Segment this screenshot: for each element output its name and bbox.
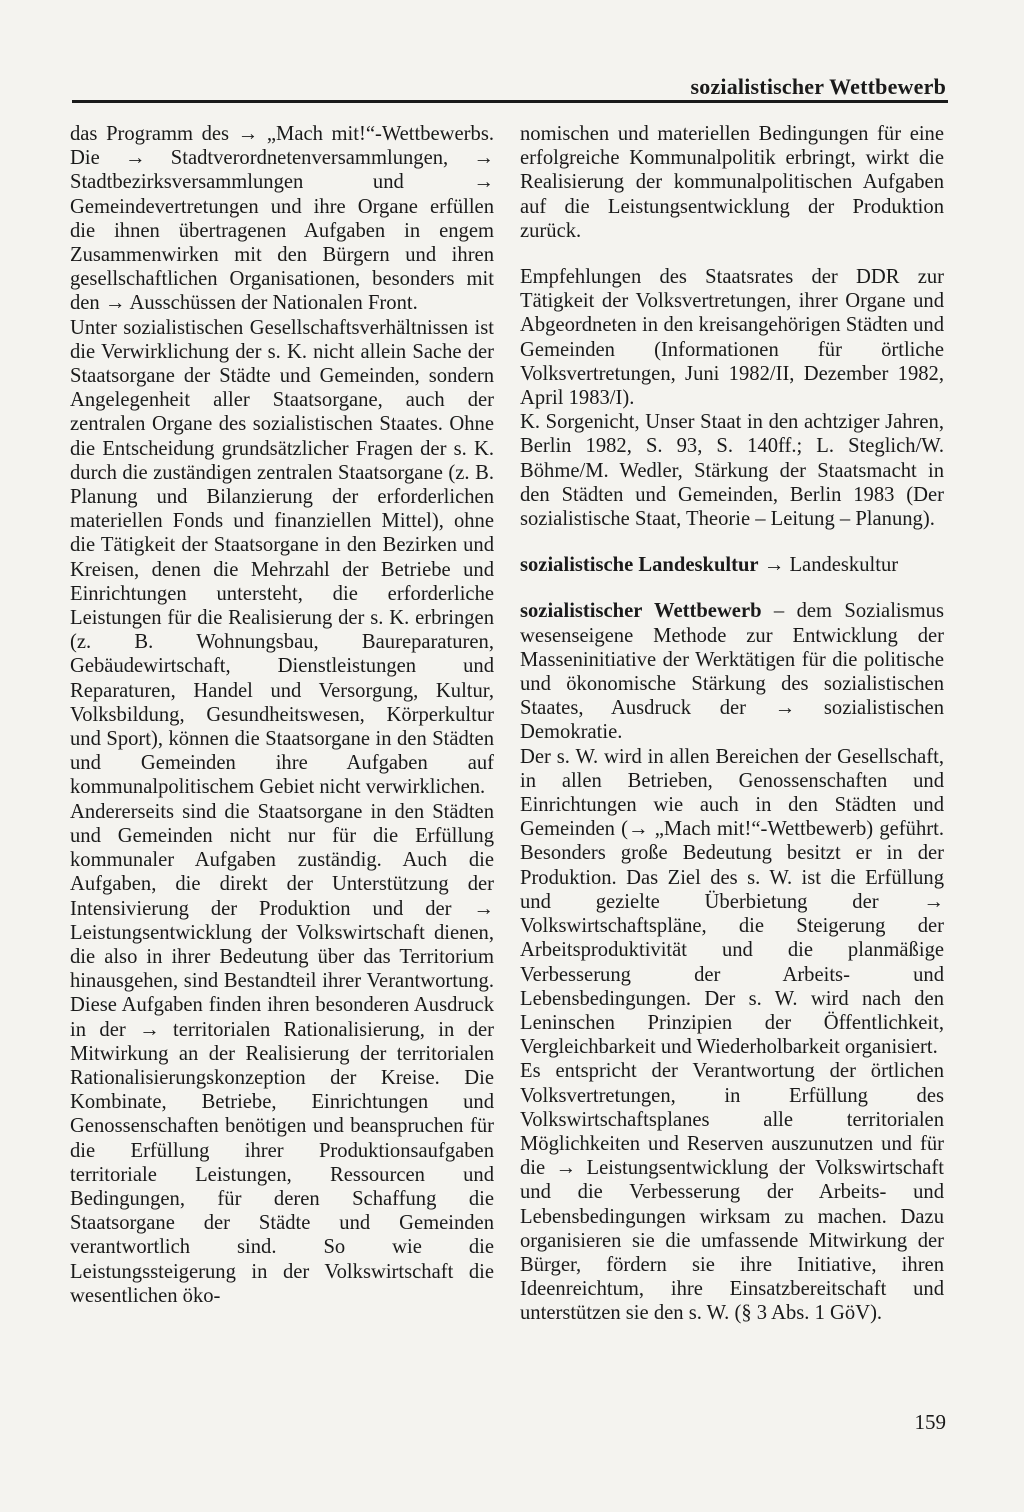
paragraph: das Programm des → „Mach mit!“-Wettbewerbs. Die → Stadtverordnetenversammlungen, → Stadtbezirksversammlungen und → Gemeindevertretungen und ihre Organe erfüllen die ihnen übertragenen Aufgaben in engem Zusammenwirken mit den Bürgern und ihren gesellschaftlichen Organisationen, besonders mit den → Ausschüssen der Nationalen Front. [70, 123, 494, 315]
reference: K. Sorgenicht, Unser Staat in den achtziger Jahren, Berlin 1982, S. 93, S. 140ff.; L. Steglich/W. Böhme/M. Wedler, Stärkung der Staatsmacht in den Städten und Gemeinden, Berlin 1983 (Der sozialistische Staat, Theorie – Leitung – Planung). [520, 411, 944, 531]
header-rule [72, 100, 948, 103]
page-number: 159 [914, 1410, 946, 1434]
entry-headword: sozialistische Landeskultur [520, 554, 759, 577]
entry-crossref: → Landeskultur [758, 554, 899, 577]
reference: Empfehlungen des Staatsrates der DDR zur Tätigkeit der Volksvertretungen, ihrer Organe und Abgeordneten in den kreisangehörigen Städten und Gemeinden (Informationen für örtliche Volksvertretungen, Juni 1982/II, Dezember 1982, April 1983/I). [520, 266, 944, 410]
spacer [520, 243, 944, 265]
paragraph: Unter sozialistischen Gesellschaftsverhältnissen ist die Verwirklichung der s. K. nicht allein Sache der Staatsorgane der Städte und Gemeinden, sondern Angelegenheit aller Staatsorgane, auch der zentralen Organe des sozialistischen Staates. Ohne die Entscheidung grundsätzlicher Fragen der s. K. durch die zuständigen zentralen Staatsorgane (z. B. Planung und Bilanzierung der erforderlichen materiellen Fonds und finanziellen Mittel), ohne die Tätigkeit der Staatsorgane in den Bezirken und Kreisen, denen die Mehrzahl der Betriebe und Einrichtungen untersteht, die erforderliche Leistungen für die Realisierung der s. K. erbringen (z. B. Wohnungsbau, Baureparaturen, Gebäudewirtschaft, Dienstleistungen und Reparaturen, Handel und Versorgung, Kultur, Volksbildung, Gesundheitswesen, Körperkultur und Sport), können die Staatsorgane in den Städten und Gemeinden ihre Aufgaben auf kommunalpolitischem Gebiet nicht verwirklichen. [70, 316, 494, 799]
references-block [520, 265, 944, 531]
paragraph-continuation: nomischen und materiellen Bedingungen für eine erfolgreiche Kommunalpolitik erbringt, wirkt die Realisierung der kommunalpolitischen Aufgaben auf die Leistungsentwicklung der Produktion zurück. [520, 123, 944, 242]
spacer [520, 531, 944, 553]
entry-landeskultur [520, 553, 944, 577]
left-column [70, 122, 494, 1308]
right-column [520, 122, 944, 1326]
paragraph: Es entspricht der Verantwortung der örtlichen Volksvertretungen, in Erfüllung des Volkswirtschaftsplanes alle territorialen Möglichkeiten und Reserven auszunutzen und für die → Leistungsentwicklung der Volkswirtschaft und die Verbesserung der Arbeits- und Lebensbedingungen wirksam zu machen. Dazu organisieren sie die umfassende Mitwirkung der Bürger, fördern sie ihre Initiative, ihren Ideenreichtum, ihre Einsatzbereitschaft und unterstützen sie den s. W. (§ 3 Abs. 1 GöV). [520, 1060, 944, 1325]
entry-definition: – dem Sozialismus wesenseigene Methode zur Entwicklung der Masseninitiative der Werktätigen für die politische und ökonomische Stärkung des sozialistischen Staates, Ausdruck der → sozialistischen Demokratie. [520, 600, 944, 744]
paragraph: Der s. W. wird in allen Bereichen der Gesellschaft, in allen Betrieben, Genossenschaften und Einrichtungen wie auch in den Städten und Gemeinden (→ „Mach mit!“-Wettbewerb) geführt. Besonders große Bedeutung besitzt er in der Produktion. Das Ziel des s. W. ist die Erfüllung und gezielte Überbietung der → Volkswirtschaftspläne, die Steigerung der Arbeitsproduktivität und die planmäßige Verbesserung der Arbeits- und Lebensbedingungen. Der s. W. wird nach den Leninschen Prinzipien der Öffentlichkeit, Vergleichbarkeit und Wiederholbarkeit organisiert. [520, 745, 944, 1059]
spacer [520, 577, 944, 599]
entry-headword: sozialistischer Wettbewerb [520, 600, 762, 623]
entry-wettbewerb [520, 599, 944, 744]
running-header-title: sozialistischer Wettbewerb [690, 74, 946, 99]
paragraph: Andererseits sind die Staatsorgane in den Städten und Gemeinden nicht nur für die Erfüllung kommunaler Aufgaben zuständig. Auch die Aufgaben, die direkt der Unterstützung der Intensivierung der Produktion und der → Leistungsentwicklung der Volkswirtschaft dienen, die also in ihrer Bedeutung über das Territorium hinausgehen, sind Bestandteil ihrer Verantwortung. Diese Aufgaben finden ihren besonderen Ausdruck in der → territorialen Rationalisierung, in der Mitwirkung an der Realisierung der territorialen Rationalisierungskonzeption der Kreise. Die Kombinate, Betriebe, Einrichtungen und Genossenschaften benötigen und beanspruchen für die Erfüllung ihrer Produktionsaufgaben territoriale Leistungen, Ressourcen und Bedingungen, für deren Schaffung die Staatsorgane der Städte und Gemeinden verantwortlich sind. So wie die Leistungssteigerung in der Volkswirtschaft die wesentlichen öko- [70, 800, 494, 1307]
